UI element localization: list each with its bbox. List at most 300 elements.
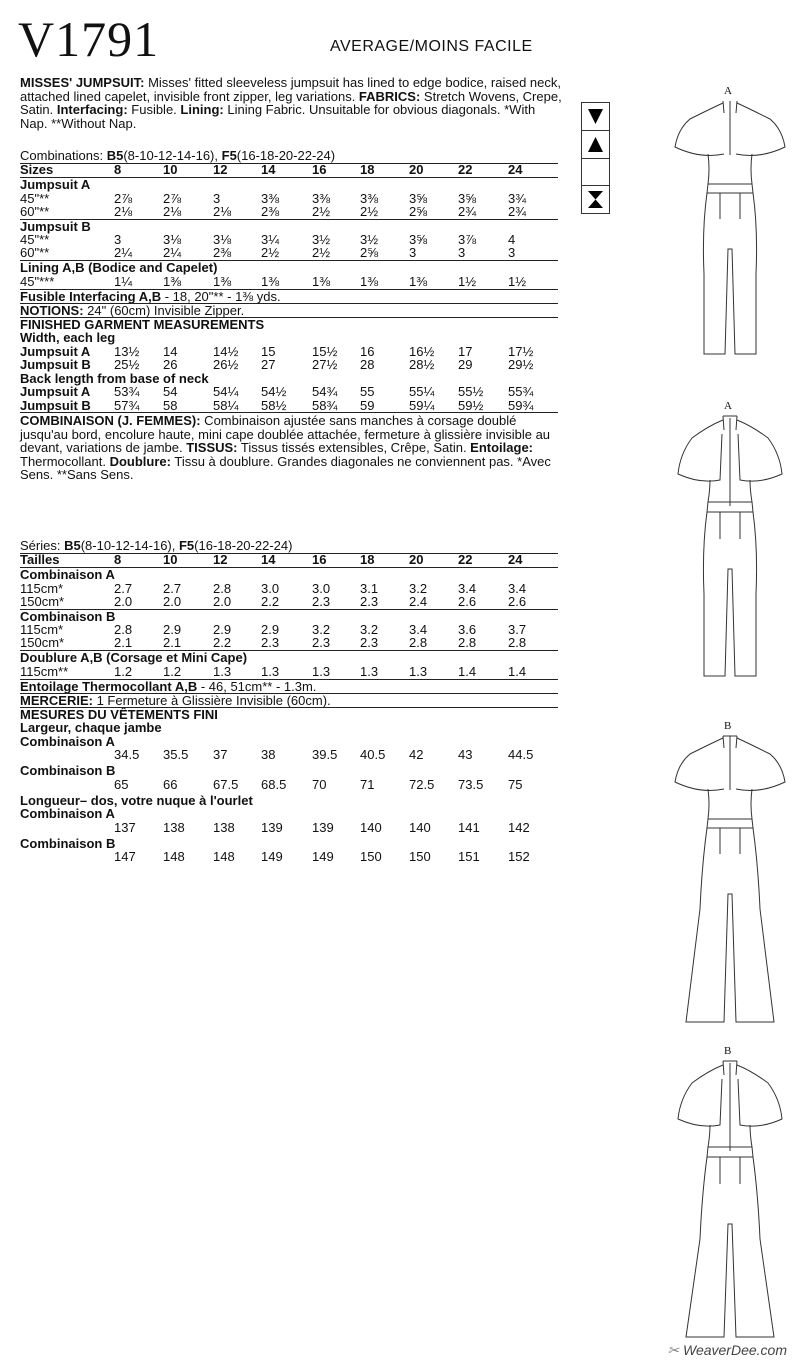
cell: 140 <box>360 819 382 835</box>
cell: 138 <box>163 819 185 835</box>
cell: 75 <box>508 776 523 792</box>
cell: 3 <box>114 232 122 247</box>
cell: 2.3 <box>312 635 331 650</box>
cell: 12 <box>213 552 228 567</box>
cell: 3.2 <box>360 622 379 637</box>
cell: 3.1 <box>360 580 379 596</box>
cell: 37 <box>213 747 228 762</box>
combo-b5: B5 <box>64 538 81 553</box>
cell: 150 <box>360 849 382 864</box>
cell: 1.3 <box>261 663 280 679</box>
combinations <box>20 149 558 163</box>
cell: 3⅜ <box>261 190 280 206</box>
cell: 34.5 <box>114 747 140 762</box>
combo-f5-sizes: (16-18-20-22-24) <box>194 538 293 553</box>
cell: 2.8 <box>213 580 232 596</box>
cell: 16 <box>360 343 375 359</box>
cell: 57¾ <box>114 397 140 413</box>
cell: 1⅜ <box>312 273 331 289</box>
cell: 3¼ <box>261 232 280 247</box>
tissus-label: TISSUS: <box>186 440 238 455</box>
cell: 148 <box>213 849 235 864</box>
interfacing-text: Fusible. <box>127 102 181 117</box>
cell: 1⅜ <box>163 273 182 289</box>
notions-label: NOTIONS: <box>20 302 84 318</box>
meas-label-label: Combinaison A <box>20 733 115 749</box>
cell: 1⅜ <box>409 273 428 289</box>
cell: 71 <box>360 776 375 792</box>
cell: 2.3 <box>360 593 379 609</box>
cell: 138 <box>213 819 235 835</box>
cell: 3½ <box>360 232 379 247</box>
interfacing-row <box>20 680 558 694</box>
cell: 2.8 <box>409 635 428 650</box>
cell: 22 <box>458 162 473 177</box>
cell: 3 <box>409 245 417 260</box>
notions-text: 24" (60cm) Invisible Zipper. <box>83 302 245 318</box>
yardage-row <box>20 665 558 679</box>
cell: 139 <box>261 819 283 835</box>
doublure-text: Tissu à doublure. Grandes diagonales ne conviennent pas. *Avec Sens. **Sans Sens. <box>20 453 551 482</box>
width-label-label: Width, each leg <box>20 330 116 345</box>
figure-label: A <box>724 400 732 412</box>
cell: 139 <box>312 819 334 835</box>
group-title-label: Jumpsuit B <box>20 218 91 234</box>
group-title-label: Combinaison B <box>20 608 116 624</box>
description-text: Misses' fitted sleeveless jumpsuit has lined to edge bodice, raised neck, attached lined capelet, invisible front zipper, leg variations. <box>20 75 561 104</box>
group-title <box>20 651 558 665</box>
cell: 58½ <box>261 397 287 413</box>
cell: 2.9 <box>163 622 182 637</box>
group-title <box>20 220 558 234</box>
doublure-label: Doublure: <box>109 453 171 469</box>
yardage-row <box>20 275 558 289</box>
meas-label <box>20 764 558 778</box>
cell: 3⅛ <box>163 232 182 247</box>
cell: 3.4 <box>409 622 428 637</box>
back-label <box>20 372 558 386</box>
cell: 2¾ <box>458 203 477 219</box>
meas-label-label: Combinaison B <box>20 835 116 851</box>
cell: 2.1 <box>163 635 182 650</box>
cell: 10 <box>163 162 178 177</box>
measurements-title <box>20 708 558 722</box>
cell: 3⅞ <box>458 232 477 247</box>
combinations-text <box>20 149 335 163</box>
cell: 2.0 <box>213 593 232 609</box>
notions-label: MERCERIE: <box>20 692 93 708</box>
meas-label-label: Combinaison B <box>20 763 116 778</box>
cell: 44.5 <box>508 747 534 762</box>
combo-b5-sizes: (8-10-12-14-16), <box>123 148 222 163</box>
watermark <box>667 1342 787 1359</box>
row-label: Sizes <box>20 162 54 177</box>
cell: 1⅜ <box>261 273 280 289</box>
row-label: 150cm* <box>20 593 65 609</box>
row-label: Jumpsuit B <box>20 397 91 413</box>
cell: 22 <box>458 552 473 567</box>
cell: 14 <box>261 552 276 567</box>
combinations <box>20 539 558 553</box>
combo-b5: B5 <box>106 148 124 163</box>
cell: 149 <box>312 849 334 864</box>
cell: 2.8 <box>458 635 477 650</box>
difficulty-level: AVERAGE/MOINS FACILE <box>330 38 533 55</box>
cell: 29 <box>458 357 473 372</box>
cell: 58 <box>163 397 178 413</box>
combo-label: Combinations: <box>20 148 107 163</box>
cell: 59¼ <box>409 397 435 413</box>
combo-f5: F5 <box>221 148 237 163</box>
cell: 1½ <box>508 273 527 289</box>
row-label: 45"** <box>20 190 50 206</box>
sizes-row <box>20 163 558 177</box>
cell: 2⅝ <box>360 245 379 260</box>
interfacing-row <box>20 290 558 304</box>
measurements-title <box>20 318 558 332</box>
meas-row <box>20 778 558 792</box>
back-label <box>20 794 558 808</box>
back-label-label: Back length from base of neck <box>20 370 209 386</box>
triangle-up-icon <box>582 131 609 159</box>
row-label: 115cm* <box>20 622 64 637</box>
width-label-label: Largeur, chaque jambe <box>20 720 162 735</box>
cell: 42 <box>409 747 424 762</box>
cell: 13½ <box>114 343 140 359</box>
cell: 17 <box>458 343 473 359</box>
interfacing-row-text <box>20 680 316 694</box>
cell: 2.3 <box>312 593 331 609</box>
nap-symbols <box>581 102 610 214</box>
cell: 3¾ <box>508 190 527 206</box>
tissus-text: Tissus tissés extensibles, Crêpe, Satin. <box>237 440 471 455</box>
cell: 151 <box>458 849 480 864</box>
cell: 2.3 <box>261 635 280 650</box>
measurements-title-label: FINISHED GARMENT MEASUREMENTS <box>20 316 265 332</box>
cell: 2¼ <box>114 245 133 260</box>
cell: 2⅝ <box>409 203 428 219</box>
cell: 3½ <box>312 232 331 247</box>
cell: 25½ <box>114 357 140 372</box>
cell: 2.8 <box>508 635 527 650</box>
cell: 55¾ <box>508 384 534 399</box>
cell: 10 <box>163 552 178 567</box>
cell: 1¼ <box>114 273 133 289</box>
meas-row <box>20 399 558 413</box>
cell: 55¼ <box>409 384 435 399</box>
figure-label: B <box>724 720 732 732</box>
yardage-row <box>20 595 558 609</box>
cell: 3⅝ <box>458 190 477 206</box>
lining-label: Lining: <box>180 102 224 117</box>
cell: 148 <box>163 849 185 864</box>
cell: 38 <box>261 747 276 762</box>
cell: 2.9 <box>261 622 280 637</box>
cell: 3⅝ <box>409 190 428 206</box>
cell: 1.2 <box>163 663 182 679</box>
interfacing-label: Entoilage Thermocollant A,B <box>20 678 198 694</box>
cell: 3.6 <box>458 622 477 637</box>
meas-row <box>20 385 558 399</box>
cell: 26½ <box>213 357 239 372</box>
cell: 15 <box>261 343 276 359</box>
cell: 1⅜ <box>213 273 232 289</box>
cell: 3⅜ <box>360 190 379 206</box>
cell: 20 <box>409 162 424 177</box>
row-label: 45"*** <box>20 273 55 289</box>
row-label: 115cm** <box>20 663 69 679</box>
cell: 3.4 <box>458 580 477 596</box>
cell: 137 <box>114 819 136 835</box>
cell: 24 <box>508 552 523 567</box>
notions-row <box>20 304 558 318</box>
cell: 2⅞ <box>163 190 182 206</box>
cell: 18 <box>360 162 375 177</box>
cell: 68.5 <box>261 776 287 792</box>
pattern-number: V1791 <box>18 11 160 67</box>
measurements-title-label: MESURES DU VÊTEMENTS FINI <box>20 706 218 722</box>
row-label: Jumpsuit A <box>20 343 91 359</box>
yardage-row <box>20 192 558 206</box>
description-en <box>20 76 565 130</box>
cell: 3.0 <box>312 580 331 596</box>
cell: 1.3 <box>409 663 428 679</box>
width-label <box>20 331 558 345</box>
cell: 3.0 <box>261 580 280 596</box>
yardage-row <box>20 636 558 650</box>
cell: 54¼ <box>213 384 239 399</box>
combo-f5-sizes: (16-18-20-22-24) <box>236 148 336 163</box>
cell: 3⅝ <box>409 232 428 247</box>
cell: 2.2 <box>213 635 232 650</box>
width-label <box>20 721 558 735</box>
cell: 2½ <box>312 203 331 219</box>
combo-b5-sizes: (8-10-12-14-16), <box>80 538 179 553</box>
notions-row <box>20 694 558 708</box>
cell: 142 <box>508 819 530 835</box>
cell: 2.1 <box>114 635 133 650</box>
cell: 2⅜ <box>213 245 232 260</box>
cell: 73.5 <box>458 776 484 792</box>
cell: 140 <box>409 819 431 835</box>
cell: 141 <box>458 819 480 835</box>
cell: 2.6 <box>458 593 477 609</box>
cell: 3⅜ <box>312 190 331 206</box>
yardage-row <box>20 582 558 596</box>
cell: 55½ <box>458 384 484 399</box>
combo-label: Séries: <box>20 538 65 553</box>
cell: 3 <box>213 190 221 206</box>
cell: 4 <box>508 232 516 247</box>
lining-text: Lining Fabric. Unsuitable for obvious diagonals. *With Nap. **Without Nap. <box>20 102 536 131</box>
cell: 8 <box>114 552 122 567</box>
meas-label-label: Combinaison A <box>20 806 115 821</box>
meas-row <box>20 358 558 372</box>
cell: 65 <box>114 776 129 792</box>
cell: 29½ <box>508 357 534 372</box>
cell: 2.9 <box>213 622 232 637</box>
cell: 28½ <box>409 357 435 372</box>
cell: 72.5 <box>409 776 435 792</box>
cell: 39.5 <box>312 747 338 762</box>
cell: 14½ <box>213 343 239 359</box>
row-label: Tailles <box>20 552 60 567</box>
description-fr <box>20 414 565 482</box>
fabrics-label: FABRICS: <box>358 88 421 104</box>
spool-icon: ✂ <box>667 1342 683 1358</box>
cell: 27 <box>261 357 276 372</box>
row-label: Jumpsuit A <box>20 384 91 399</box>
entoilage-text: Thermocollant. <box>20 453 110 469</box>
cell: 58¼ <box>213 397 239 413</box>
interfacing-text: - 18, 20"** - 1⅜ yds. <box>161 288 281 304</box>
combinations-text <box>20 539 292 553</box>
cell: 2⅛ <box>213 203 232 219</box>
cell: 2.7 <box>114 580 133 596</box>
cell: 18 <box>360 552 375 567</box>
row-label: Jumpsuit B <box>20 357 91 372</box>
cell: 150 <box>409 849 431 864</box>
cell: 1.3 <box>312 663 331 679</box>
interfacing-row-text <box>20 290 281 304</box>
yardage-row <box>20 205 558 219</box>
row-label: 60"** <box>20 245 50 260</box>
cell: 2½ <box>312 245 331 260</box>
group-title-label: Jumpsuit A <box>20 177 91 192</box>
cell: 2¼ <box>163 245 182 260</box>
cell: 152 <box>508 849 530 864</box>
cell: 12 <box>213 162 228 177</box>
yardage-row <box>20 623 558 637</box>
cell: 2.2 <box>261 593 280 609</box>
cell: 66 <box>163 776 178 792</box>
meas-label <box>20 735 558 749</box>
combo-f5: F5 <box>178 538 195 553</box>
cell: 1⅜ <box>360 273 379 289</box>
cell: 3.2 <box>312 622 331 637</box>
cell: 2.4 <box>409 593 428 609</box>
cell: 2.0 <box>163 593 182 609</box>
meas-label <box>20 807 558 821</box>
hourglass-icon <box>582 186 609 213</box>
cell: 17½ <box>508 343 534 359</box>
cell: 3.2 <box>409 580 428 596</box>
cell: 3 <box>508 245 516 260</box>
cell: 16½ <box>409 343 435 359</box>
cell: 1.3 <box>213 663 232 679</box>
cell: 59¾ <box>508 397 534 413</box>
cell: 1.4 <box>508 663 527 679</box>
cell: 16 <box>312 162 327 177</box>
cell: 1½ <box>458 273 477 289</box>
triangle-down-icon <box>582 103 609 131</box>
cell: 1.2 <box>114 663 133 679</box>
cell: 2⅛ <box>163 203 182 219</box>
cell: 20 <box>409 552 424 567</box>
cell: 3⅛ <box>213 232 232 247</box>
meas-row <box>20 748 558 762</box>
notions-row-text <box>20 694 331 708</box>
cell: 3.4 <box>508 580 527 596</box>
interfacing-text: - 46, 51cm** - 1.3m. <box>197 678 317 694</box>
cell: 24 <box>508 162 523 177</box>
cell: 54½ <box>261 384 287 399</box>
cell: 2½ <box>261 245 280 260</box>
cell: 14 <box>261 162 276 177</box>
cell: 28 <box>360 357 375 372</box>
row-label: 150cm* <box>20 635 65 650</box>
cell: 2.6 <box>508 593 527 609</box>
meas-row <box>20 821 558 835</box>
entoilage-label: Entoilage: <box>470 440 534 455</box>
description-text: Combinaison ajustée sans manches à corsage doublé jusqu'au bord, encolure haute, mini cape doublée attachée, fermeture à glissière invisible au devant, variations de jambe. <box>20 413 551 455</box>
cell: 2⅞ <box>114 190 133 206</box>
figure-label: B <box>724 1045 732 1057</box>
sizes-row <box>20 553 558 567</box>
cell: 2.0 <box>114 593 133 609</box>
cell: 2⅜ <box>261 203 280 219</box>
cell: 70 <box>312 776 327 792</box>
cell: 2.8 <box>114 622 133 637</box>
cell: 3 <box>458 245 466 260</box>
cell: 2¾ <box>508 203 527 219</box>
cell: 8 <box>114 162 122 177</box>
cell: 58¾ <box>312 397 338 413</box>
fabrics-text: Stretch Wovens, Crepe, Satin. <box>20 88 562 117</box>
cell: 54 <box>163 384 178 399</box>
row-label: 115cm* <box>20 580 64 596</box>
description-title: COMBINAISON (J. FEMMES): <box>20 413 201 428</box>
cell: 26 <box>163 357 178 372</box>
group-title-label: Doublure A,B (Corsage et Mini Cape) <box>20 650 248 665</box>
cell: 2⅛ <box>114 203 133 219</box>
row-label: 45"** <box>20 232 50 247</box>
group-title <box>20 261 558 275</box>
cell: 55 <box>360 384 375 399</box>
notions-row-text <box>20 304 244 318</box>
yardage-row <box>20 246 558 260</box>
interfacing-label: Fusible Interfacing A,B <box>20 288 162 304</box>
cell: 1.4 <box>458 663 477 679</box>
cell: 43 <box>458 747 473 762</box>
figure-label: A <box>724 85 732 97</box>
meas-row <box>20 850 558 864</box>
blank-cell <box>582 159 609 186</box>
group-title <box>20 178 558 192</box>
cell: 1.3 <box>360 663 379 679</box>
cell: 149 <box>261 849 283 864</box>
group-title-label: Lining A,B (Bodice and Capelet) <box>20 260 218 275</box>
cell: 27½ <box>312 357 338 372</box>
cell: 54¾ <box>312 384 338 399</box>
cell: 67.5 <box>213 776 239 792</box>
back-label-label: Longueur– dos, votre nuque à l'ourlet <box>20 792 253 808</box>
description-title: MISSES' JUMPSUIT: <box>20 75 145 90</box>
meas-row <box>20 345 558 359</box>
cell: 40.5 <box>360 747 386 762</box>
notions-text: 1 Fermeture à Glissière Invisible (60cm). <box>92 692 331 708</box>
watermark-text: WeaverDee.com <box>682 1342 787 1358</box>
cell: 35.5 <box>163 747 189 762</box>
cell: 15½ <box>312 343 338 359</box>
group-title-label: Combinaison A <box>20 567 115 582</box>
cell: 59 <box>360 397 375 413</box>
cell: 59½ <box>458 397 484 413</box>
group-title <box>20 610 558 624</box>
interfacing-label: Interfacing: <box>56 102 128 117</box>
cell: 2.3 <box>360 635 379 650</box>
row-label: 60"** <box>20 203 50 219</box>
